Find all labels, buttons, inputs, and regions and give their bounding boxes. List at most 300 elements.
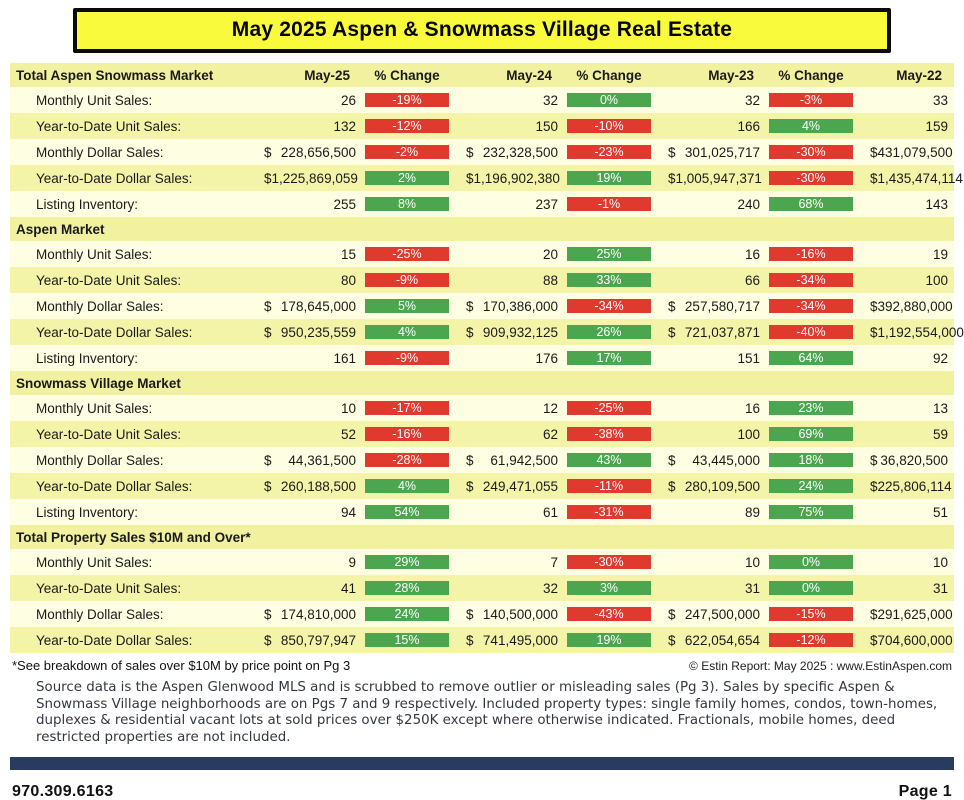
may24-value: 170,386,000 <box>482 298 558 314</box>
table-row <box>10 421 954 447</box>
pct-change-24v23-cell <box>564 293 654 319</box>
pct-change-23v22-cell <box>766 447 856 473</box>
pct-change-23v22-cell <box>766 191 856 217</box>
table-row <box>10 395 954 421</box>
may24-value-cell <box>452 165 564 191</box>
currency-symbol: $ <box>466 170 474 186</box>
may22-value-cell <box>856 575 954 601</box>
pct-change-23v22-cell <box>766 345 856 371</box>
currency-symbol: $ <box>870 170 878 186</box>
footnote-row <box>10 658 954 673</box>
may24-value-cell <box>452 241 564 267</box>
currency-symbol: $ <box>668 298 676 314</box>
pct-change-23v22: -40% <box>769 325 853 339</box>
page-title: May 2025 Aspen & Snowmass Village Real Estate <box>231 18 733 41</box>
divider-bar <box>10 757 954 770</box>
pct-change-25v24-cell <box>362 601 452 627</box>
may22-value-cell <box>856 293 954 319</box>
source-note: Source data is the Aspen Glenwood MLS and is scrubbed to remove outlier or misleading sales (Pg 3). Sales by specific Aspen & Snowmass Village neighborhoods are on Pgs 7 and 9 respectively. Included property types: single family homes, condos, town-homes, duplexes & residential vacant lots at sold prices over $250K except where otherwise indicated. Fractionals, mobile homes, deed restricted properties are not included. <box>36 680 938 745</box>
may22-value: 100 <box>925 272 948 288</box>
pct-change-23v22-cell <box>766 267 856 293</box>
pct-change-25v24-cell <box>362 395 452 421</box>
pct-change-23v22: 18% <box>769 453 853 467</box>
may25-value-cell <box>250 601 362 627</box>
pct-change-23v22: 0% <box>769 555 853 569</box>
may23-value-cell <box>654 421 766 447</box>
may25-value-cell <box>250 267 362 293</box>
may24-value: 61,942,500 <box>490 452 558 468</box>
column-header-may23 <box>654 217 766 241</box>
column-header-pct-change-2 <box>564 525 654 549</box>
may25-value-cell <box>250 139 362 165</box>
market-data-table <box>10 63 964 653</box>
may23-value-cell <box>654 473 766 499</box>
pct-change-25v24-cell <box>362 499 452 525</box>
column-header-may22 <box>856 525 954 549</box>
pct-change-23v22-cell <box>766 87 856 113</box>
column-header-may23 <box>654 371 766 395</box>
may23-value-cell <box>654 575 766 601</box>
section-title: Snowmass Village Market <box>16 375 181 391</box>
may24-value: 1,196,902,380 <box>473 170 560 186</box>
may24-value: 88 <box>542 272 558 288</box>
may23-value: 166 <box>737 118 760 134</box>
row-label: Monthly Unit Sales: <box>36 246 153 262</box>
pct-change-24v23-cell <box>564 447 654 473</box>
column-header-may22: May-22 <box>896 67 942 83</box>
pct-change-24v23-cell <box>564 241 654 267</box>
currency-symbol: $ <box>466 478 474 494</box>
may22-value: 33 <box>932 92 948 108</box>
pct-change-23v22-cell <box>766 575 856 601</box>
pct-change-24v23-cell <box>564 139 654 165</box>
currency-symbol: $ <box>264 452 272 468</box>
row-label: Year-to-Date Unit Sales: <box>36 272 182 288</box>
currency-symbol: $ <box>870 632 878 648</box>
pct-change-23v22-cell <box>766 499 856 525</box>
may25-value: 260,188,500 <box>280 478 356 494</box>
may23-value-cell <box>654 191 766 217</box>
may22-value-cell <box>856 267 954 293</box>
may23-value: 301,025,717 <box>684 144 760 160</box>
currency-symbol: $ <box>466 606 474 622</box>
may23-value-cell <box>654 627 766 653</box>
may22-value: 10 <box>932 554 948 570</box>
may24-value-cell <box>452 345 564 371</box>
table-row <box>10 627 954 653</box>
may22-value: 59 <box>932 426 948 442</box>
may22-value-cell <box>856 447 954 473</box>
may23-value: 32 <box>744 92 760 108</box>
pct-change-24v23-cell <box>564 575 654 601</box>
pct-change-25v24: -12% <box>365 119 449 133</box>
may24-value-cell <box>452 191 564 217</box>
pct-change-25v24: 15% <box>365 633 449 647</box>
column-header-pct-change-3: % Change <box>778 67 844 83</box>
row-label: Monthly Dollar Sales: <box>36 452 164 468</box>
column-header-may25 <box>250 217 362 241</box>
currency-symbol: $ <box>668 144 676 160</box>
row-label: Year-to-Date Unit Sales: <box>36 426 182 442</box>
column-header-pct-change-1 <box>362 217 452 241</box>
may25-value: 80 <box>340 272 356 288</box>
currency-symbol: $ <box>870 298 878 314</box>
pct-change-23v22: 64% <box>769 351 853 365</box>
currency-symbol: $ <box>870 606 878 622</box>
currency-symbol: $ <box>870 478 878 494</box>
pct-change-25v24: -16% <box>365 427 449 441</box>
may24-value: 32 <box>542 580 558 596</box>
may23-value-cell <box>654 549 766 575</box>
section-header-row <box>10 525 954 549</box>
column-header-pct-change-2 <box>564 217 654 241</box>
table-row <box>10 601 954 627</box>
table-row <box>10 139 954 165</box>
may25-value: 174,810,000 <box>280 606 356 622</box>
pct-change-24v23: -31% <box>567 505 651 519</box>
may24-value-cell <box>452 319 564 345</box>
pct-change-23v22: 68% <box>769 197 853 211</box>
currency-symbol: $ <box>264 606 272 622</box>
currency-symbol: $ <box>264 478 272 494</box>
may23-value: 16 <box>744 246 760 262</box>
column-header-pct-change-1 <box>362 525 452 549</box>
footnote: *See breakdown of sales over $10M by price point on Pg 3 <box>12 658 351 673</box>
pct-change-24v23: -10% <box>567 119 651 133</box>
currency-symbol: $ <box>668 170 676 186</box>
pct-change-24v23: -34% <box>567 299 651 313</box>
may23-value-cell <box>654 601 766 627</box>
pct-change-25v24: -17% <box>365 401 449 415</box>
may24-value: 150 <box>535 118 558 134</box>
pct-change-23v22: 69% <box>769 427 853 441</box>
pct-change-23v22: -12% <box>769 633 853 647</box>
currency-symbol: $ <box>264 632 272 648</box>
pct-change-23v22: -16% <box>769 247 853 261</box>
pct-change-25v24: 2% <box>365 171 449 185</box>
may23-value: 31 <box>744 580 760 596</box>
may22-value: 19 <box>932 246 948 262</box>
may23-value-cell <box>654 499 766 525</box>
currency-symbol: $ <box>264 144 272 160</box>
pct-change-24v23-cell <box>564 627 654 653</box>
may24-value-cell <box>452 499 564 525</box>
may23-value: 247,500,000 <box>684 606 760 622</box>
may23-value-cell <box>654 319 766 345</box>
may25-value: 94 <box>340 504 356 520</box>
table-row <box>10 87 954 113</box>
may24-value-cell <box>452 293 564 319</box>
pct-change-24v23: -30% <box>567 555 651 569</box>
column-header-may23: May-23 <box>708 67 754 83</box>
column-header-may22 <box>856 371 954 395</box>
pct-change-24v23-cell <box>564 473 654 499</box>
currency-symbol: $ <box>870 144 878 160</box>
pct-change-23v22: -30% <box>769 171 853 185</box>
pct-change-24v23-cell <box>564 267 654 293</box>
pct-change-24v23-cell <box>564 601 654 627</box>
may22-value-cell <box>856 241 954 267</box>
may25-value: 9 <box>348 554 356 570</box>
may25-value: 255 <box>333 196 356 212</box>
pct-change-23v22-cell <box>766 421 856 447</box>
pct-change-24v23: -11% <box>567 479 651 493</box>
pct-change-24v23-cell <box>564 499 654 525</box>
may25-value: 1,225,869,059 <box>271 170 358 186</box>
column-header-may23 <box>654 525 766 549</box>
pct-change-25v24: -19% <box>365 93 449 107</box>
currency-symbol: $ <box>668 324 676 340</box>
pct-change-25v24-cell <box>362 473 452 499</box>
pct-change-24v23-cell <box>564 191 654 217</box>
pct-change-25v24-cell <box>362 87 452 113</box>
may22-value-cell <box>856 165 963 191</box>
may23-value: 1,005,947,371 <box>675 170 762 186</box>
pct-change-25v24-cell <box>362 241 452 267</box>
may24-value: 741,495,000 <box>482 632 558 648</box>
column-header-pct-change-3 <box>766 525 856 549</box>
table-row <box>10 165 963 191</box>
pct-change-24v23: -38% <box>567 427 651 441</box>
row-label: Year-to-Date Dollar Sales: <box>36 632 193 648</box>
table-row <box>10 447 954 473</box>
pct-change-24v23-cell <box>564 113 654 139</box>
page-number: Page 1 <box>898 783 952 800</box>
may22-value: 431,079,500 <box>877 144 953 160</box>
pct-change-23v22: 4% <box>769 119 853 133</box>
row-label: Year-to-Date Unit Sales: <box>36 118 182 134</box>
section-title: Aspen Market <box>16 221 105 237</box>
table-row <box>10 241 954 267</box>
pct-change-23v22-cell <box>766 241 856 267</box>
may25-value-cell <box>250 395 362 421</box>
pct-change-24v23-cell <box>564 345 654 371</box>
may23-value: 721,037,871 <box>684 324 760 340</box>
pct-change-25v24-cell <box>362 191 452 217</box>
row-label: Monthly Dollar Sales: <box>36 298 164 314</box>
may24-value: 7 <box>550 554 558 570</box>
row-label: Year-to-Date Dollar Sales: <box>36 478 193 494</box>
table-row <box>10 549 954 575</box>
row-label: Year-to-Date Unit Sales: <box>36 580 182 596</box>
may24-value-cell <box>452 601 564 627</box>
column-header-may25: May-25 <box>304 67 350 83</box>
table-row <box>10 191 954 217</box>
table-row <box>10 319 964 345</box>
may24-value: 20 <box>542 246 558 262</box>
section-header-row <box>10 63 954 87</box>
may23-value-cell <box>654 87 766 113</box>
pct-change-24v23: -43% <box>567 607 651 621</box>
table-row <box>10 499 954 525</box>
may25-value: 15 <box>340 246 356 262</box>
pct-change-23v22: 23% <box>769 401 853 415</box>
pct-change-23v22-cell <box>766 113 856 139</box>
pct-change-24v23-cell <box>564 421 654 447</box>
may22-value-cell <box>856 191 954 217</box>
may22-value-cell <box>856 319 964 345</box>
pct-change-23v22: -3% <box>769 93 853 107</box>
may22-value-cell <box>856 601 954 627</box>
may25-value: 161 <box>333 350 356 366</box>
row-label: Listing Inventory: <box>36 196 139 212</box>
may23-value: 240 <box>737 196 760 212</box>
may24-value: 237 <box>535 196 558 212</box>
column-header-pct-change-3 <box>766 217 856 241</box>
may25-value: 26 <box>340 92 356 108</box>
may22-value-cell <box>856 473 954 499</box>
pct-change-24v23: 25% <box>567 247 651 261</box>
may22-value-cell <box>856 549 954 575</box>
may25-value-cell <box>250 165 362 191</box>
pct-change-25v24-cell <box>362 421 452 447</box>
may25-value: 850,797,947 <box>280 632 356 648</box>
currency-symbol: $ <box>264 298 272 314</box>
may23-value-cell <box>654 395 766 421</box>
may25-value-cell <box>250 319 362 345</box>
row-label: Monthly Unit Sales: <box>36 400 153 416</box>
pct-change-25v24: 4% <box>365 325 449 339</box>
pct-change-24v23: -23% <box>567 145 651 159</box>
currency-symbol: $ <box>870 324 878 340</box>
table-row <box>10 267 954 293</box>
row-label: Monthly Dollar Sales: <box>36 144 164 160</box>
may24-value-cell <box>452 473 564 499</box>
may22-value-cell <box>856 113 954 139</box>
pct-change-25v24-cell <box>362 165 452 191</box>
pct-change-24v23: 19% <box>567 171 651 185</box>
may25-value-cell <box>250 473 362 499</box>
table-row <box>10 345 954 371</box>
may25-value-cell <box>250 191 362 217</box>
pct-change-23v22: 24% <box>769 479 853 493</box>
currency-symbol: $ <box>870 452 878 468</box>
pct-change-24v23: 43% <box>567 453 651 467</box>
pct-change-23v22: 75% <box>769 505 853 519</box>
row-label: Monthly Dollar Sales: <box>36 606 164 622</box>
pct-change-23v22-cell <box>766 627 856 653</box>
pct-change-25v24: 28% <box>365 581 449 595</box>
may22-value: 143 <box>925 196 948 212</box>
may23-value: 16 <box>744 400 760 416</box>
currency-symbol: $ <box>264 170 272 186</box>
may25-value-cell <box>250 345 362 371</box>
may23-value-cell <box>654 447 766 473</box>
may24-value-cell <box>452 113 564 139</box>
may22-value: 13 <box>932 400 948 416</box>
pct-change-23v22: 0% <box>769 581 853 595</box>
page-footer <box>10 783 954 800</box>
currency-symbol: $ <box>466 144 474 160</box>
may24-value: 249,471,055 <box>482 478 558 494</box>
section-title: Total Property Sales $10M and Over* <box>16 529 251 545</box>
may23-value-cell <box>654 165 766 191</box>
may22-value: 92 <box>932 350 948 366</box>
may22-value: 392,880,000 <box>877 298 953 314</box>
pct-change-25v24: -28% <box>365 453 449 467</box>
pct-change-23v22: -30% <box>769 145 853 159</box>
may23-value: 43,445,000 <box>692 452 760 468</box>
currency-symbol: $ <box>466 298 474 314</box>
may24-value-cell <box>452 421 564 447</box>
may24-value-cell <box>452 627 564 653</box>
pct-change-25v24-cell <box>362 319 452 345</box>
may23-value: 151 <box>737 350 760 366</box>
pct-change-25v24: 4% <box>365 479 449 493</box>
pct-change-25v24-cell <box>362 267 452 293</box>
currency-symbol: $ <box>466 452 474 468</box>
pct-change-23v22-cell <box>766 473 856 499</box>
may25-value: 950,235,559 <box>280 324 356 340</box>
currency-symbol: $ <box>668 606 676 622</box>
may23-value: 257,580,717 <box>684 298 760 314</box>
pct-change-24v23: 17% <box>567 351 651 365</box>
column-header-pct-change-1: % Change <box>374 67 440 83</box>
pct-change-25v24: 5% <box>365 299 449 313</box>
may25-value-cell <box>250 549 362 575</box>
may23-value: 10 <box>744 554 760 570</box>
pct-change-25v24-cell <box>362 575 452 601</box>
pct-change-23v22-cell <box>766 139 856 165</box>
may25-value-cell <box>250 499 362 525</box>
may24-value-cell <box>452 87 564 113</box>
pct-change-25v24-cell <box>362 447 452 473</box>
may23-value: 89 <box>744 504 760 520</box>
column-header-may24 <box>452 371 564 395</box>
pct-change-23v22-cell <box>766 601 856 627</box>
row-label: Monthly Unit Sales: <box>36 92 153 108</box>
may22-value-cell <box>856 499 954 525</box>
may23-value: 622,054,654 <box>684 632 760 648</box>
column-header-may24 <box>452 525 564 549</box>
may24-value: 62 <box>542 426 558 442</box>
may22-value-cell <box>856 395 954 421</box>
phone-number: 970.309.6163 <box>12 783 114 800</box>
may22-value-cell <box>856 139 954 165</box>
may22-value: 1,192,554,000 <box>877 324 964 340</box>
may23-value-cell <box>654 241 766 267</box>
may22-value-cell <box>856 627 954 653</box>
may25-value: 178,645,000 <box>280 298 356 314</box>
pct-change-25v24: 8% <box>365 197 449 211</box>
pct-change-23v22-cell <box>766 293 856 319</box>
may24-value-cell <box>452 267 564 293</box>
pct-change-23v22: -15% <box>769 607 853 621</box>
pct-change-23v22-cell <box>766 165 856 191</box>
table-row <box>10 473 954 499</box>
pct-change-24v23: 19% <box>567 633 651 647</box>
row-label: Listing Inventory: <box>36 504 139 520</box>
section-title: Total Aspen Snowmass Market <box>16 67 214 83</box>
currency-symbol: $ <box>264 324 272 340</box>
pct-change-25v24-cell <box>362 293 452 319</box>
pct-change-25v24: 54% <box>365 505 449 519</box>
currency-symbol: $ <box>668 478 676 494</box>
may23-value-cell <box>654 139 766 165</box>
may25-value: 41 <box>340 580 356 596</box>
pct-change-25v24: -25% <box>365 247 449 261</box>
may24-value: 909,932,125 <box>482 324 558 340</box>
row-label: Year-to-Date Dollar Sales: <box>36 324 193 340</box>
column-header-may25 <box>250 525 362 549</box>
may23-value: 280,109,500 <box>684 478 760 494</box>
pct-change-23v22-cell <box>766 395 856 421</box>
column-header-may24: May-24 <box>506 67 552 83</box>
may22-value: 225,806,114 <box>877 478 952 494</box>
may25-value-cell <box>250 627 362 653</box>
may23-value-cell <box>654 345 766 371</box>
column-header-pct-change-1 <box>362 371 452 395</box>
